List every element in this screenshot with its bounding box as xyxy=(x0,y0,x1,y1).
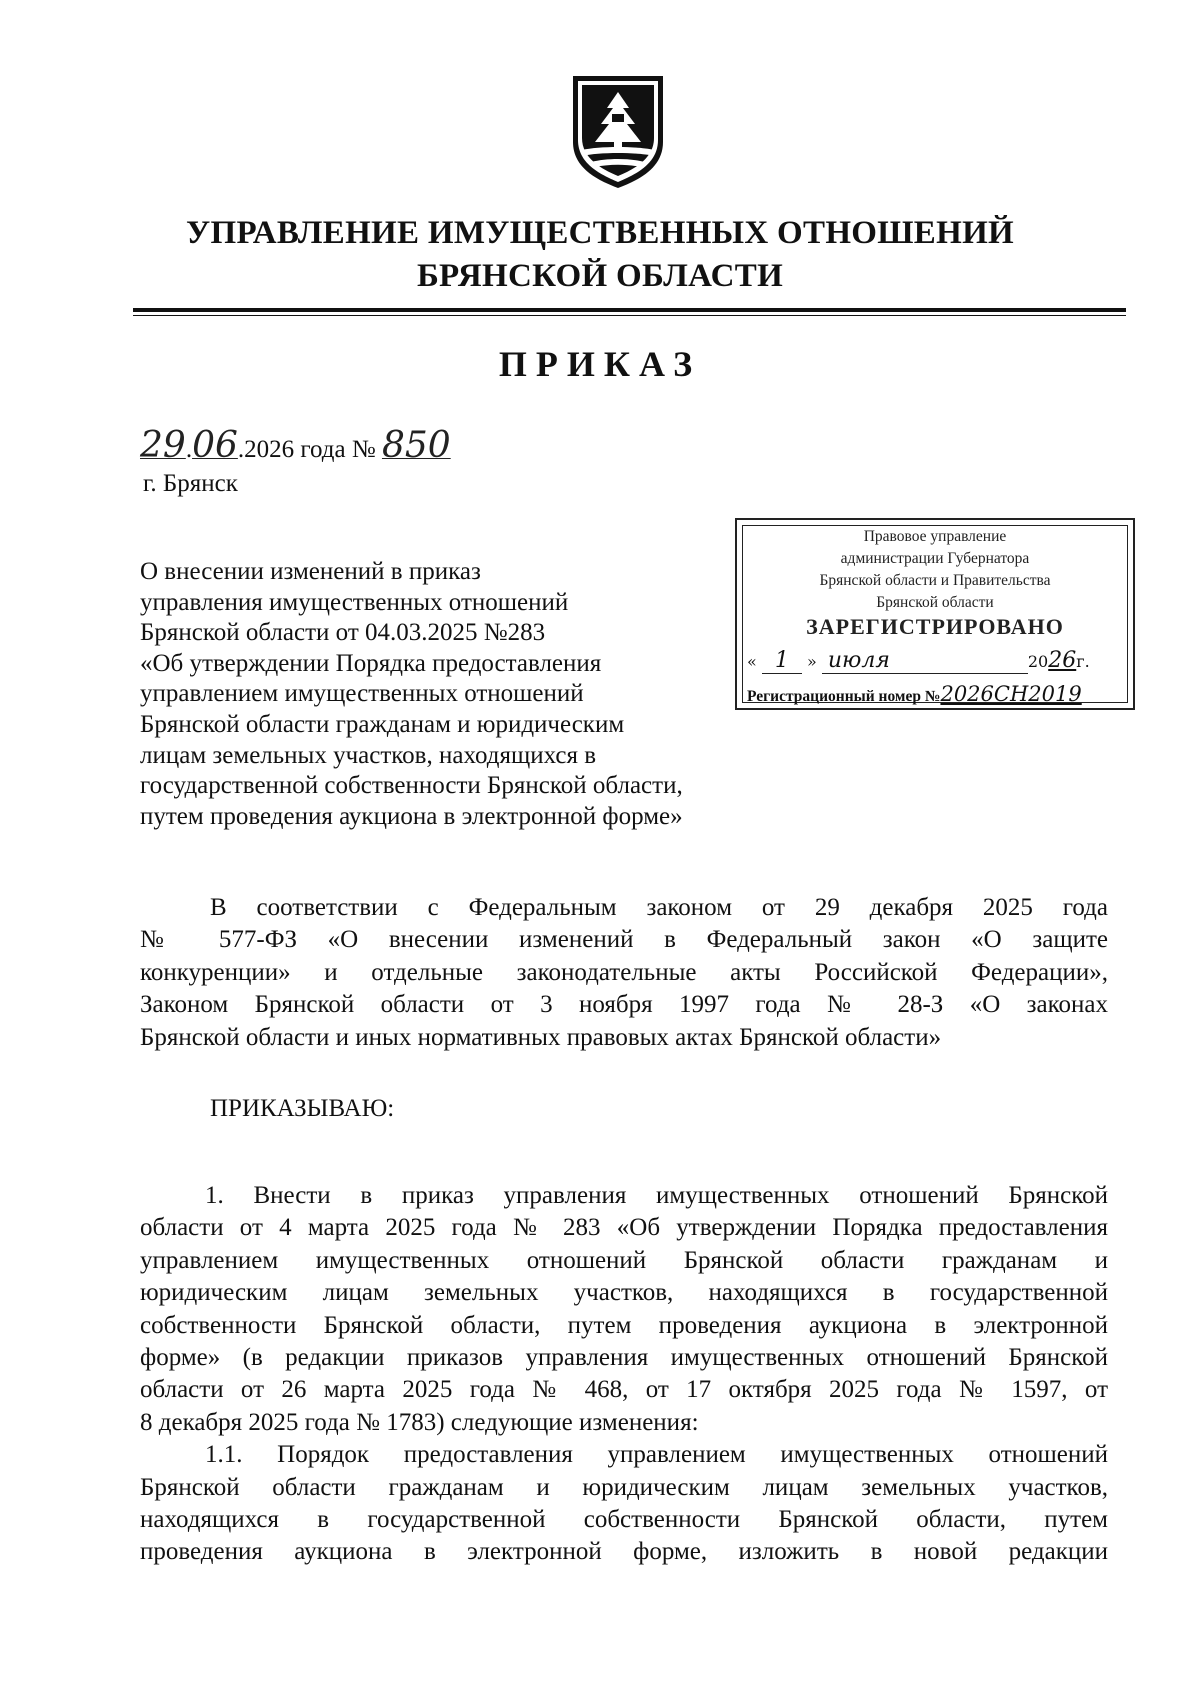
stamp-registration-number xyxy=(747,682,1125,706)
paragraph-line: 8 декабря 2025 года № 1783) следующие изменения: xyxy=(140,1408,699,1436)
date-year-text: .2026 года № xyxy=(237,436,376,463)
preamble-paragraph xyxy=(140,892,1108,1054)
date-separator: . xyxy=(185,436,193,463)
handwritten-month: 06 xyxy=(192,425,238,466)
stamp-handwritten-reg-number: 2026СН2019 xyxy=(940,682,1082,706)
subject-line: управления имущественных отношений xyxy=(140,588,569,616)
paragraph-line: Брянской области и иных нормативных правовых актах Брянской области» xyxy=(140,1023,942,1051)
subject-line: лицам земельных участков, находящихся в xyxy=(140,741,597,769)
item-1-paragraph xyxy=(140,1180,1108,1569)
paragraph-line: проведения аукциона в электронной форме, изложить в новой редакции xyxy=(140,1538,1108,1566)
stamp-close-quote: » xyxy=(806,652,817,671)
stamp-handwritten-day: 1 xyxy=(774,648,789,673)
stamp-handwritten-month: июля xyxy=(827,648,890,673)
stamp-registered-status: ЗАРЕГИСТРИРОВАНО xyxy=(806,614,1064,639)
stamp-handwritten-year: 26 xyxy=(1048,648,1077,673)
stamp-text-line: Брянской области и Правительства xyxy=(819,572,1051,589)
stamp-year-prefix: 20 xyxy=(1027,652,1049,671)
paragraph-line: области от 26 марта 2025 года № 468, от 17 октября 2025 года № 1597, от xyxy=(140,1376,1108,1404)
paragraph-line: находящихся в государственной собственности Брянской области, путем xyxy=(140,1505,1108,1533)
city-name: г. Брянск xyxy=(143,470,238,497)
subject-line: путем проведения аукциона в электронной форме» xyxy=(140,802,683,830)
handwritten-day: 29 xyxy=(140,425,186,466)
paragraph-line: Законом Брянской области от 3 ноября 1997 года № 28-З «О законах xyxy=(140,991,1108,1019)
stamp-registration-date xyxy=(747,648,1125,674)
subject-line: управлением имущественных отношений xyxy=(140,680,584,708)
subject-line: Брянской области гражданам и юридическим xyxy=(140,710,625,738)
paragraph-line: области от 4 марта 2025 года № 283 «Об утверждении Порядка предоставления xyxy=(140,1214,1108,1242)
header-rule-thick xyxy=(133,308,1126,312)
subject-line: О внесении изменений в приказ xyxy=(140,558,481,585)
stamp-text-line: Правовое управление xyxy=(863,528,1007,545)
stamp-reg-label: Регистрационный номер № xyxy=(747,688,941,705)
paragraph-line: управлением имущественных отношений Брянской области гражданам и xyxy=(140,1246,1108,1274)
paragraph-line: конкуренции» и отдельные законодательные акты Российской Федерации», xyxy=(140,958,1108,986)
organization-name-line2: БРЯНСКОЙ ОБЛАСТИ xyxy=(416,258,784,294)
order-subject xyxy=(140,557,780,832)
paragraph-line: В соответствии с Федеральным законом от 29 декабря 2025 года xyxy=(210,894,1108,921)
header-rule-thin xyxy=(133,315,1126,316)
document-type-title: ПРИКАЗ xyxy=(498,344,702,384)
order-date-number xyxy=(140,425,451,466)
order-directive: ПРИКАЗЫВАЮ: xyxy=(210,1095,395,1122)
organization-name-line1: УПРАВЛЕНИЕ ИМУЩЕСТВЕННЫХ ОТНОШЕНИЙ xyxy=(185,215,1015,251)
stamp-open-quote: « xyxy=(747,652,757,671)
handwritten-order-number: 850 xyxy=(381,425,451,466)
paragraph-line: 1.1. Порядок предоставления управлением имущественных отношений xyxy=(205,1441,1108,1469)
stamp-text-line: Брянской области xyxy=(876,594,994,611)
subject-line: «Об утверждении Порядка предоставления xyxy=(140,649,602,677)
paragraph-line: юридическим лицам земельных участков, находящихся в государственной xyxy=(140,1279,1108,1307)
registration-stamp xyxy=(735,518,1135,710)
stamp-text-line: администрации Губернатора xyxy=(840,550,1030,567)
paragraph-line: 1. Внести в приказ управления имущественных отношений Брянской xyxy=(205,1182,1108,1209)
stamp-year-suffix: г. xyxy=(1076,652,1090,671)
coat-of-arms-icon xyxy=(569,72,667,190)
subject-line: государственной собственности Брянской области, xyxy=(140,772,683,800)
subject-line: Брянской области от 04.03.2025 №283 xyxy=(140,619,546,647)
paragraph-line: № 577-ФЗ «О внесении изменений в Федеральный закон «О защите xyxy=(140,926,1108,954)
paragraph-line: форме» (в редакции приказов управления имущественных отношений Брянской xyxy=(140,1343,1108,1371)
paragraph-line: собственности Брянской области, путем проведения аукциона в электронной xyxy=(140,1311,1108,1339)
paragraph-line: Брянской области гражданам и юридическим лицам земельных участков, xyxy=(140,1473,1108,1501)
